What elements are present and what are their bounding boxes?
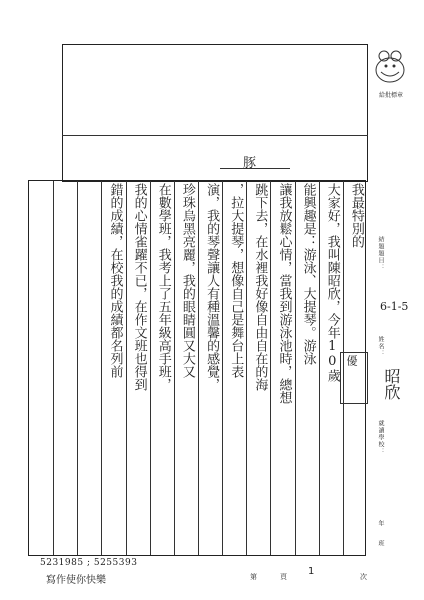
essay-column: 大家好，我叫陳昭欣，今年10歲 (324, 183, 340, 382)
slogan: 寫作使你快樂 (46, 575, 106, 586)
page-label: 第 (250, 573, 257, 581)
teacher-comment-box (62, 44, 368, 182)
grade-mark: 優 (345, 355, 358, 366)
essay-column: 在數學班，我考上了五年級高手班， (155, 183, 171, 391)
version-label: 次 (360, 573, 367, 581)
grid-column-line (174, 181, 175, 555)
essay-column: 珍珠烏黑亮麗，我的眼睛圓又大又 (179, 183, 195, 378)
grid-column-line (77, 181, 78, 555)
grid-column-line (150, 181, 151, 555)
grid-column-line (198, 181, 199, 555)
essay-column: ，拉大提琴，想像自己是舞台上表 (228, 183, 244, 378)
stamp-label: 給批標章 (378, 92, 403, 99)
essay-column: 演，我的琴聲讓人有種溫馨的感覺， (204, 183, 220, 391)
stamp-icon (371, 44, 409, 88)
teacher-mark: 豚 (243, 156, 257, 171)
grid-column-line (222, 181, 223, 555)
teacher-mark-underline (220, 168, 290, 169)
phone-numbers: 5231985 ; 5255393 (40, 558, 138, 568)
essay-column: 錯的成績，在校我的成績都名列前 (107, 183, 123, 378)
essay-date: 6-1-5 (380, 300, 409, 313)
school-label: 就讀學校： (377, 420, 384, 455)
grade-label: 年 (377, 520, 384, 527)
grid-column-line (295, 181, 296, 555)
grid-column-line (246, 181, 247, 555)
grid-column-line (319, 181, 320, 555)
grid-column-line (101, 181, 102, 555)
name-label: 姓名： (377, 336, 384, 357)
essay-column: 我最特別的 (348, 183, 364, 248)
essay-column: 讓我放鬆心情，當我到游泳池時，總想 (276, 183, 292, 404)
page-suffix: 頁 (280, 573, 287, 581)
page-number: 1 (308, 566, 315, 577)
grid-column-line (126, 181, 127, 555)
grid-column-line (53, 181, 54, 555)
class-label: 班 (377, 540, 384, 547)
top-label: 結題題目： (377, 236, 384, 271)
student-name: 昭欣 (382, 368, 401, 400)
essay-column: 能興趣是：游泳、大提琴。游泳 (300, 183, 316, 365)
comment-divider (62, 135, 368, 136)
essay-column: 跳下去，在水裡我好像自由自在的海 (252, 183, 268, 391)
essay-column: 我的心情雀躍不已，在作文班也得到 (131, 183, 147, 391)
grid-column-line (270, 181, 271, 555)
essay-grid (28, 180, 366, 556)
